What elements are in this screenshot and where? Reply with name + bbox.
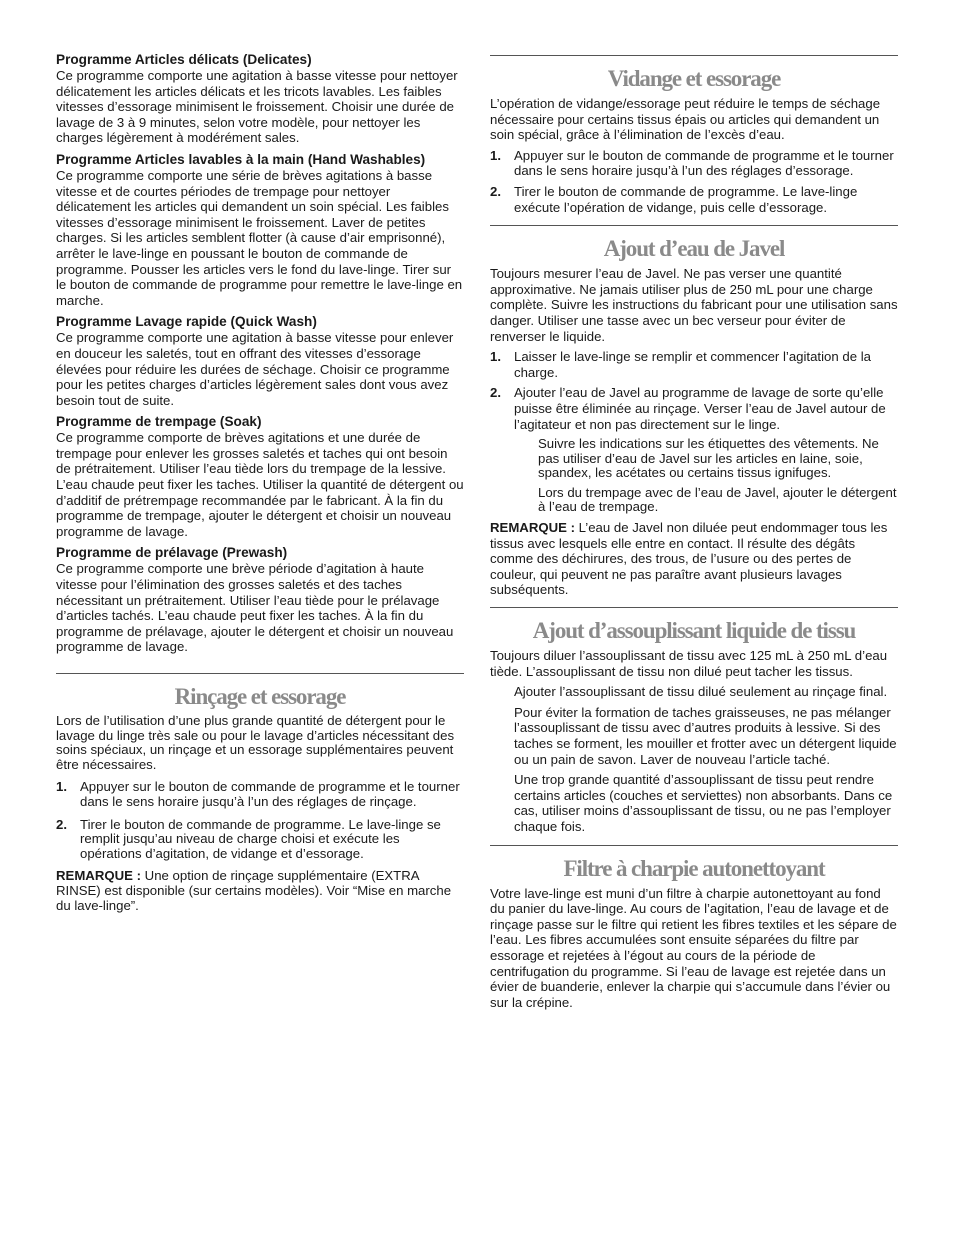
step-text: Tirer le bouton de commande de programme. Le lave-linge exécute l’opération de vidange, puis celle d’essorage. bbox=[514, 183, 858, 215]
section-divider bbox=[490, 845, 898, 846]
step-number: 1. bbox=[490, 147, 501, 163]
step-number: 1. bbox=[490, 349, 501, 365]
rinse-spin-intro: Lors de l’utilisation d’une plus grande quantité de détergent pour le lavage du linge très sale ou pour le lavage d’articles nécessitant des soins spéciaux, un rinçage et un essorage supplémentaires peuvent être nécessaires. bbox=[56, 713, 455, 772]
rinse-spin-heading: Rinçage et essorage bbox=[174, 684, 346, 709]
bleach-step-2 bbox=[490, 385, 898, 432]
drain-spin-step-2 bbox=[490, 184, 898, 215]
hand-washables-title: Programme Articles lavables à la main (Hand Washables) bbox=[56, 151, 426, 167]
bleach-step-1 bbox=[490, 349, 898, 380]
prewash-text: Ce programme comporte une brève période d’agitation à haute vitesse pour l’élimination des grosses saletés et des taches nécessitant un prétraitement. Utiliser l’eau tiède pour le prélavage d’articles tachés. L’eau chaude peut fixer les taches. À la fin du programme de prélavage, ajouter le détergent et choisir un nouveau programme de lavage. bbox=[56, 561, 454, 655]
bleach-intro: Toujours mesurer l’eau de Javel. Ne pas verser une quantité approximative. Ne jamais utiliser plus de 250 mL pour une charge complète. Suivre les instructions du fabricant pour une utilisation sans danger. Utiliser une tasse avec un bec verseur pour éviter de renverser le liquide. bbox=[490, 266, 898, 344]
note-label: REMARQUE : bbox=[56, 868, 141, 884]
prewash-title: Programme de prélavage (Prewash) bbox=[56, 545, 288, 561]
step-text: Laisser le lave-linge se remplir et commencer l’agitation de la charge. bbox=[514, 349, 871, 380]
left-column bbox=[56, 50, 464, 913]
section-divider bbox=[56, 673, 464, 674]
step-number: 2. bbox=[490, 385, 501, 401]
bleach-heading: Ajout d’eau de Javel bbox=[603, 236, 785, 262]
bleach-note bbox=[490, 520, 898, 598]
step-number: 1. bbox=[56, 779, 67, 795]
lint-filter-text: Votre lave-linge est muni d’un filtre à charpie autonettoyant au fond du panier du lave-linge. Au cours de l’agitation, l’eau de lavage et de rinçage passe sur le filtre qui retient les fibres textiles et les sépare de l’eau. Les fibres accumulées sont ensuite séparées du filtre par essorage et rejetées à l’égout au cours de la période de centrifugation du programme. Si l’eau de lavage est rejetée dans un évier de buanderie, enlever la charpie qui s’accumule dans l’évier ou sur la crépine. bbox=[490, 885, 897, 1010]
section-divider bbox=[490, 225, 898, 226]
bleach-substep-2: Lors du trempage avec de l’eau de Javel, ajouter le détergent à l’eau de trempage. bbox=[538, 484, 897, 515]
hand-washables-text: Ce programme comporte une série de brèves agitations à basse vitesse et de courtes périodes de trempage pour nettoyer délicatement les articles qui demandent un soin spécial. Les faibles vitesses d’essorage minimisent le froissement. Laver de petites charges. Si les articles semblent flotter (à cause d’air emprisonné), arrêter le lave-linge en poussant le bouton de commande de programme. Pousser les articles vers le fond du lave-linge. Tirer sur le bouton de commande de programme pour remettre le lave-linge en marche. bbox=[56, 167, 463, 308]
step-text: Appuyer sur le bouton de commande de programme et le tourner dans le sens horaire jusqu’à l’un des réglages d’essorage. bbox=[514, 147, 894, 179]
quick-wash-text: Ce programme comporte une agitation à basse vitesse pour enlever en douceur les saletés, tout en offrant des vitesses d’essorage élevées pour réduire les durées de séchage. Choisir ce programme pour les petites charges d’articles légèrement sales dont vous avez besoin tout de suite. bbox=[56, 330, 454, 408]
softener-heading: Ajout d’assouplissant liquide de tissu bbox=[532, 618, 856, 644]
step-number: 2. bbox=[56, 816, 67, 832]
step-number: 2. bbox=[490, 183, 501, 199]
softener-paragraph-2: Pour éviter la formation de taches graisseuses, ne pas mélanger l’assouplissant de tissu avec d’autres produits à lessive. Si des taches se forment, les mouiller et frotter avec un détergent liquide ou un pain de savon. Laver de nouveau l’article taché. bbox=[514, 704, 897, 767]
bleach-substep-1: Suivre les indications sur les étiquettes des vêtements. Ne pas utiliser d’eau de Javel sur les articles en laine, soie, spandex, les acétates ou certains tissus ignifuges. bbox=[538, 436, 879, 481]
softener-paragraph-1: Ajouter l’assouplissant de tissu dilué seulement au rinçage final. bbox=[514, 684, 888, 700]
section-divider bbox=[490, 55, 898, 56]
lint-filter-heading: Filtre à charpie autonettoyant bbox=[563, 855, 825, 881]
drain-spin-heading: Vidange et essorage bbox=[607, 66, 781, 91]
softener-paragraph-3: Une trop grande quantité d’assouplissant de tissu peut rendre certains articles (couches et serviettes) non absorbants. Dans ce cas, utiliser moins d’assouplissant de tissu, ou ne pas l’employer chaque fois. bbox=[514, 772, 893, 834]
delicates-text: Ce programme comporte une agitation à basse vitesse pour nettoyer délicatement les articles délicats et les tricots lavables. Les faibles vitesses d’essorage minimisent le froissement. Choisir une durée de lavage de 3 à 9 minutes, selon votre modèle, pour nettoyer les charges légèrement à modérément sales. bbox=[56, 68, 458, 146]
soak-text: Ce programme comporte de brèves agitations et une durée de trempage pour enlever les grosses saletés et taches qui ont besoin de prétraitement. Utiliser l’eau tiède lors du trempage de la lessive. L’eau chaude peut fixer les taches. Utiliser la quantité de détergent ou d’additif de prétrempage recommandée par le fabricant. À la fin du programme de trempage, ajouter le détergent et choisir un nouveau programme de lavage. bbox=[56, 430, 464, 539]
note-text: Une option de rinçage supplémentaire (EXTRA RINSE) est disponible (sur certains modèles). Voir “Mise en marche du lave-linge”. bbox=[56, 868, 452, 913]
soak-title: Programme de trempage (Soak) bbox=[56, 414, 262, 430]
softener-intro: Toujours diluer l’assouplissant de tissu avec 125 mL à 250 mL d’eau tiède. L’assouplissant de tissu non dilué peut tacher les tissus. bbox=[490, 648, 888, 679]
step-text: Tirer le bouton de commande de programme. Le lave-linge se remplit jusqu’au niveau de charge choisi et exécute les opérations d’agitation, de vidange et d’essorage. bbox=[80, 816, 441, 861]
right-column bbox=[490, 50, 898, 1010]
drain-spin-intro: L’opération de vidange/essorage peut réduire le temps de séchage nécessaire pour certains tissus épais ou articles qui demandent un soin spécial, grâce à l’élimination de l’excès d’eau. bbox=[490, 96, 881, 143]
rinse-spin-step-1 bbox=[56, 780, 464, 809]
step-text: Appuyer sur le bouton de commande de programme et le tourner dans le sens horaire jusqu’à l’un des réglages de rinçage. bbox=[80, 779, 460, 809]
drain-spin-step-1 bbox=[490, 148, 898, 179]
note-text: L’eau de Javel non diluée peut endommager tous les tissus avec lesquels elle entre en contact. Il résulte des dégâts comme des déchirures, des trous, de l’usure ou des pertes de couleur, qui peuvent ne pas paraître avant plusieurs lavages subséquents. bbox=[490, 520, 888, 598]
step-text: Ajouter l’eau de Javel au programme de lavage de sorte qu’elle puisse être éliminée au rinçage. Verser l’eau de Javel autour de l’agitateur et non pas directement sur le linge. bbox=[514, 385, 886, 432]
rinse-spin-note bbox=[56, 869, 464, 913]
note-label: REMARQUE : bbox=[490, 520, 575, 536]
rinse-spin-step-2 bbox=[56, 818, 464, 862]
quick-wash-title: Programme Lavage rapide (Quick Wash) bbox=[56, 314, 317, 330]
section-divider bbox=[490, 607, 898, 608]
delicates-title: Programme Articles délicats (Delicates) bbox=[56, 52, 312, 67]
